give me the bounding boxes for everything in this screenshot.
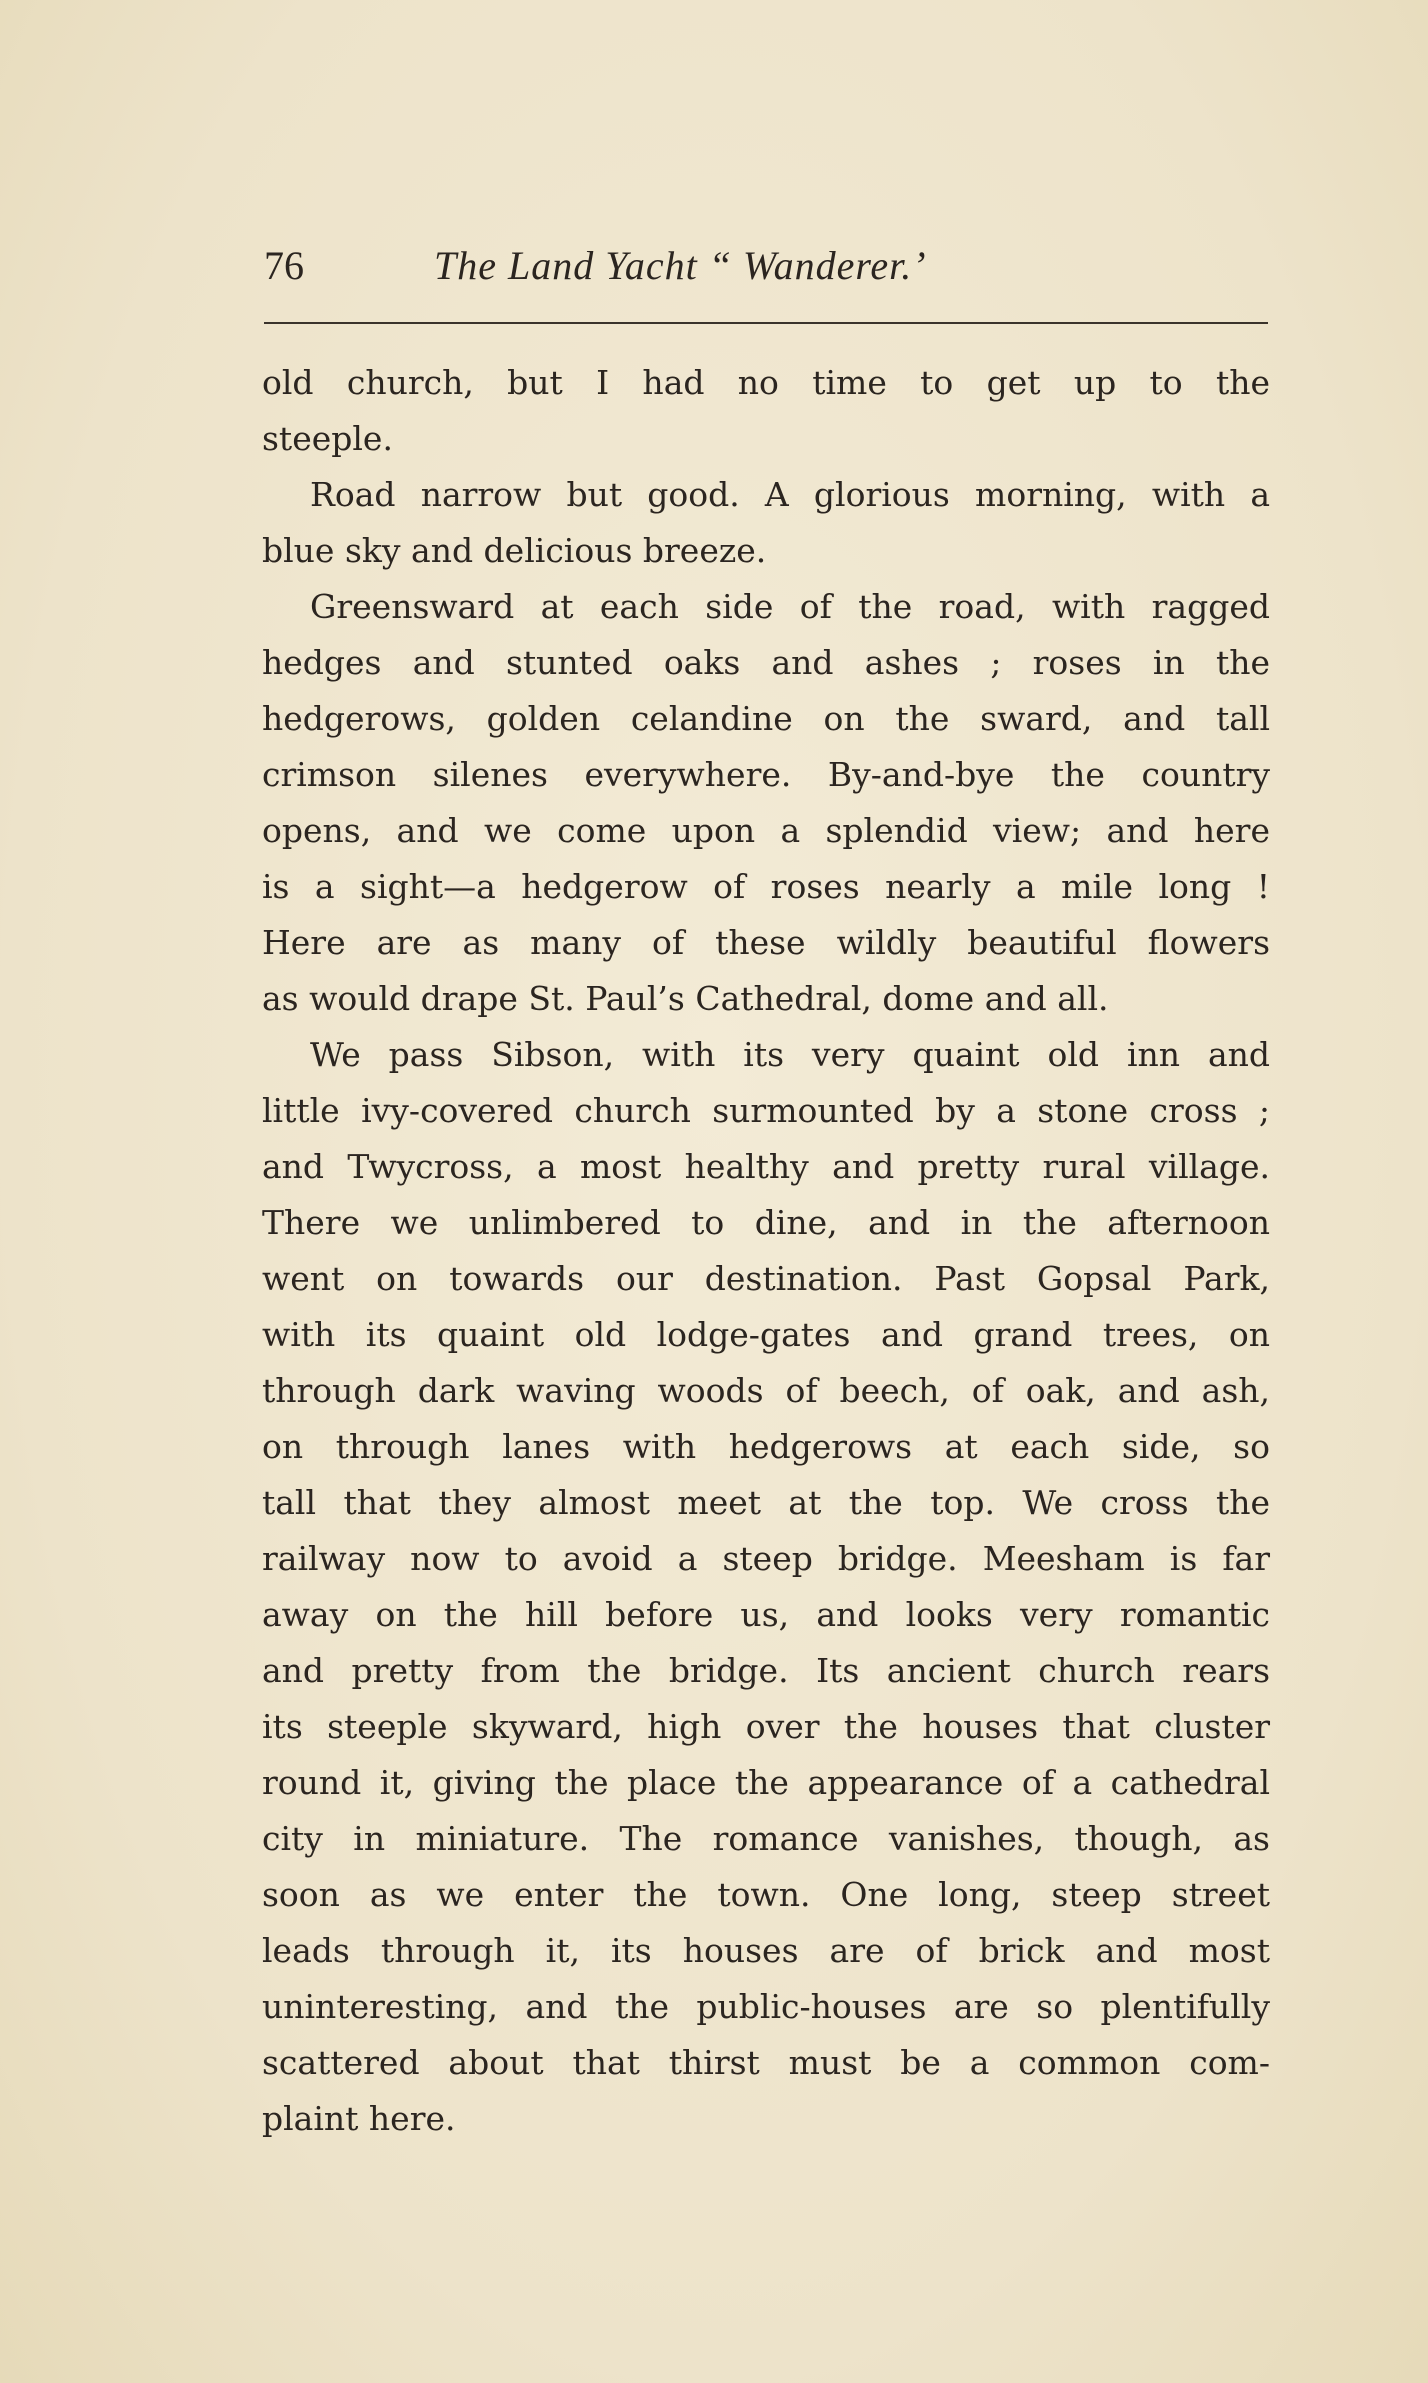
text-line: away on the hill before us, and looks very romantic [262, 1595, 1270, 1634]
text-line: leads through it, its houses are of brick and most [262, 1931, 1270, 1970]
text-line: little ivy-covered church surmounted by a stone cross ; [262, 1091, 1270, 1130]
text-line: There we unlimbered to dine, and in the afternoon [262, 1203, 1270, 1242]
running-title: The Land Yacht “ Wanderer.’ [434, 243, 927, 288]
text-line: as would drape St. Paul’s Cathedral, dome and all. [262, 979, 1109, 1018]
text-line: is a sight—a hedgerow of roses nearly a mile long ! [262, 867, 1270, 906]
text-line: hedgerows, golden celandine on the sward, and tall [262, 699, 1270, 738]
text-line: and Twycross, a most healthy and pretty rural village. [262, 1147, 1270, 1186]
text-line: and pretty from the bridge. Its ancient church rears [262, 1651, 1270, 1690]
text-line: its steeple skyward, high over the houses that cluster [262, 1707, 1270, 1746]
text-line: through dark waving woods of beech, of oak, and ash, [262, 1371, 1270, 1410]
text-line: Greensward at each side of the road, with ragged [310, 587, 1270, 626]
page-number: 76 [264, 243, 304, 288]
text-line: railway now to avoid a steep bridge. Meesham is far [262, 1539, 1270, 1578]
text-line: crimson silenes everywhere. By-and-bye the country [262, 755, 1270, 794]
text-line: hedges and stunted oaks and ashes ; roses in the [262, 643, 1270, 682]
body-text [262, 355, 1270, 2147]
text-line: scattered about that thirst must be a common com- [262, 2043, 1270, 2082]
header-rule [264, 322, 1268, 324]
text-line: Here are as many of these wildly beautiful flowers [262, 923, 1270, 962]
text-line: went on towards our destination. Past Gopsal Park, [262, 1259, 1270, 1298]
text-line: city in miniature. The romance vanishes, though, as [262, 1819, 1270, 1858]
text-line: opens, and we come upon a splendid view; and here [262, 811, 1270, 850]
text-line: tall that they almost meet at the top. We cross the [262, 1483, 1270, 1522]
text-line: plaint here. [262, 2099, 456, 2138]
text-line: soon as we enter the town. One long, steep street [262, 1875, 1270, 1914]
text-line: blue sky and delicious breeze. [262, 531, 767, 570]
text-line: old church, but I had no time to get up to the [262, 363, 1270, 402]
running-head [264, 236, 1268, 296]
text-line: round it, giving the place the appearance of a cathedral [262, 1763, 1270, 1802]
text-line: We pass Sibson, with its very quaint old inn and [310, 1035, 1270, 1074]
text-line: with its quaint old lodge-gates and grand trees, on [262, 1315, 1270, 1354]
text-line: on through lanes with hedgerows at each side, so [262, 1427, 1270, 1466]
text-line: steeple. [262, 419, 393, 458]
text-line: Road narrow but good. A glorious morning, with a [310, 475, 1270, 514]
text-line: uninteresting, and the public-houses are so plentifully [262, 1987, 1270, 2026]
